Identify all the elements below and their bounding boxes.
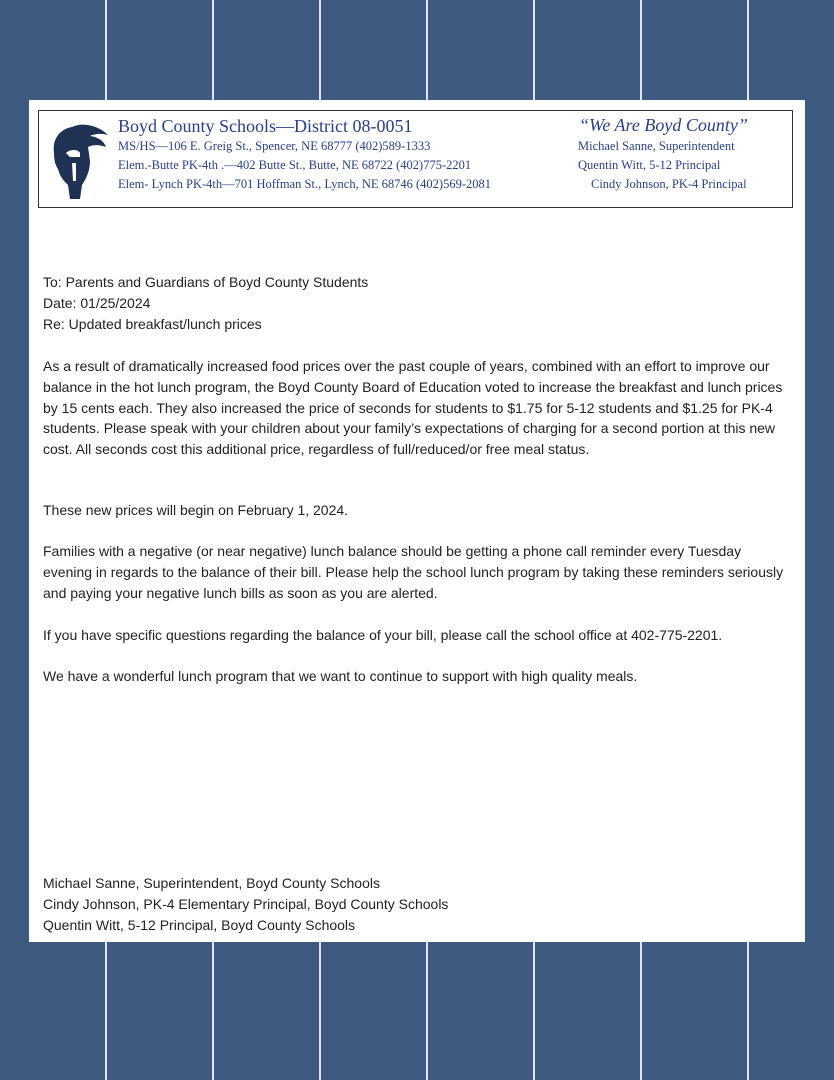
memo-subject: Re: Updated breakfast/lunch prices xyxy=(43,315,262,332)
paragraph-negative-balance: Families with a negative (or near negative) lunch balance should be getting a phone call reminder every Tuesday evening in regards to the balance of their bill. Please help the school lunch program by taking these reminders seriously and paying your negative lunch bills as soon as you are alerted. xyxy=(43,543,784,601)
paragraph-closing: We have a wonderful lunch program that we want to continue to support with high quality meals. xyxy=(43,668,638,684)
letter-page xyxy=(29,100,805,942)
district-motto: “We Are Boyd County” xyxy=(579,115,748,135)
signature-block xyxy=(43,873,793,935)
staff-superintendent: Michael Sanne, Superintendent xyxy=(578,139,735,153)
memo-date: Date: 01/25/2024 xyxy=(43,294,151,311)
staff-pk-4-principal: Cindy Johnson, PK-4 Principal xyxy=(591,177,747,191)
memo-header xyxy=(43,272,793,334)
memo-to: To: Parents and Guardians of Boyd County Students xyxy=(43,274,369,290)
spartan-helmet-icon xyxy=(46,119,110,199)
district-name: Boyd County Schools—District 08-0051 xyxy=(118,116,413,136)
address-butte: Elem.-Butte PK-4th .—402 Butte St., Butte, NE 68722 (402)775-2201 xyxy=(118,158,472,172)
paragraph-questions: If you have specific questions regarding the balance of your bill, please call the school office at 402-775-2201. xyxy=(43,627,723,643)
address-lynch: Elem- Lynch PK-4th—701 Hoffman St., Lynch, NE 68746 (402)569-2081 xyxy=(118,177,491,191)
letterhead xyxy=(38,110,793,208)
paragraph-start-date: These new prices will begin on February 1, 2024. xyxy=(43,502,349,518)
signature-elementary-principal: Cindy Johnson, PK-4 Elementary Principal, Boyd County Schools xyxy=(43,895,449,912)
signature-5-12-principal: Quentin Witt, 5-12 Principal, Boyd County Schools xyxy=(43,916,356,933)
address-ms-hs: MS/HS—106 E. Greig St., Spencer, NE 68777 (402)589-1333 xyxy=(118,139,431,153)
staff-5-12-principal: Quentin Witt, 5-12 Principal xyxy=(578,158,721,172)
signature-superintendent: Michael Sanne, Superintendent, Boyd County Schools xyxy=(43,875,380,891)
paragraph-price-increase: As a result of dramatically increased food prices over the past couple of years, combined with an effort to improve our balance in the hot lunch program, the Boyd County Board of Education voted to increase the breakfast and lunch prices by 15 cents each. They also increased the price of seconds for students to $1.75 for 5-12 students and $1.25 for PK-4 students. Please speak with your children about your family’s expectations of charging for a second portion at this new cost. All seconds cost this additional price, regardless of full/reduced/or free meal status. xyxy=(43,358,783,458)
